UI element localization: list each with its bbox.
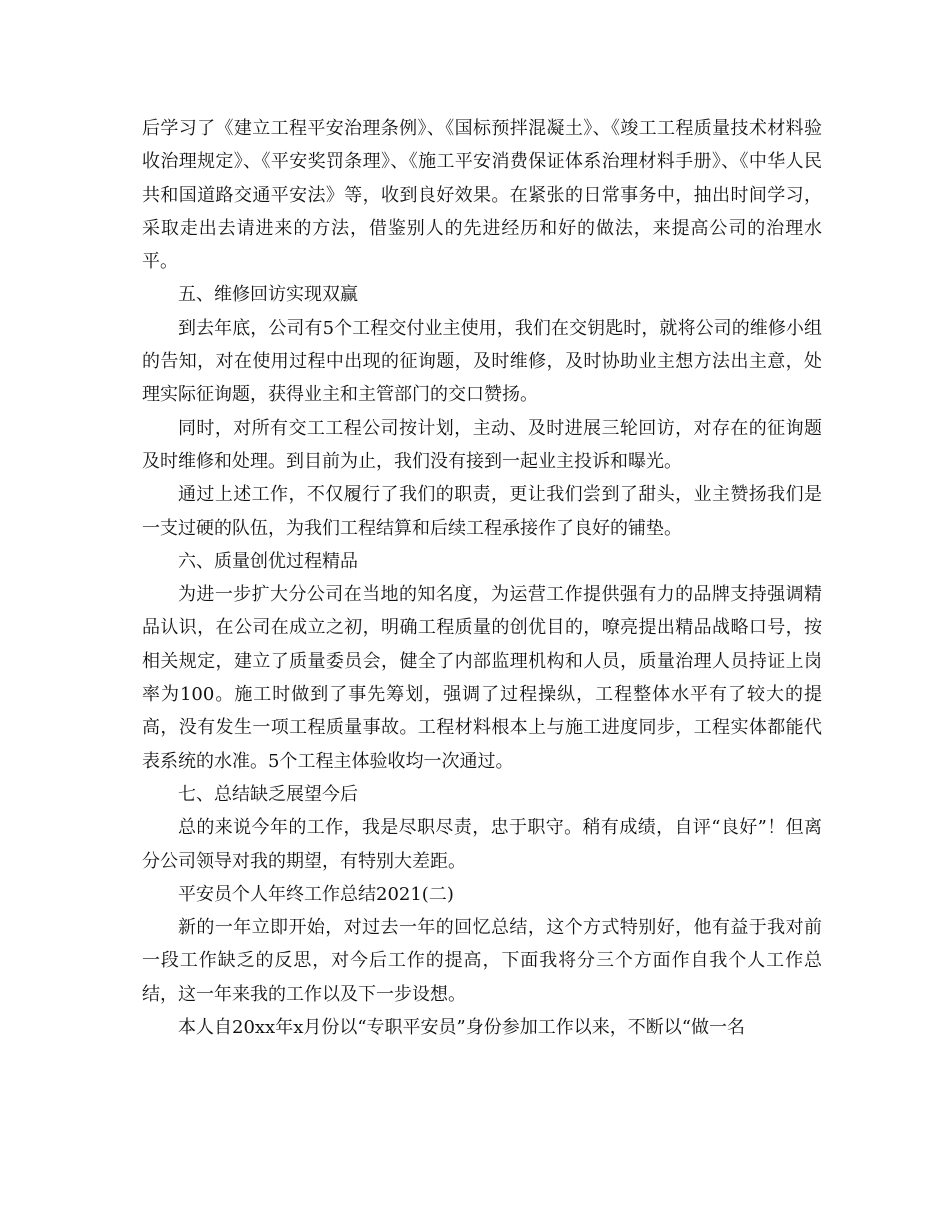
paragraph-continuation: 后学习了《建立工程平安治理条例》、《国标预拌混凝土》、《竣工工程质量技术材料验收治理规定》、《平安奖罚条理》、《施工平安消费保证体系治理材料手册》、《中华人民共和国道路交通平安法》等，收到良好效果。在紧张的日常事务中，抽出时间学习，采取走出去请进来的方法，借鉴别人的先进经历和好的做法，来提高公司的治理水平。 <box>142 118 822 273</box>
document-body <box>142 112 822 1044</box>
paragraph: 通过上述工作，不仅履行了我们的职责，更让我们尝到了甜头，业主赞扬我们是一支过硬的队伍，为我们工程结算和后续工程承接作了良好的铺垫。 <box>142 484 822 539</box>
document-subtitle: 平安员个人年终工作总结2021(二) <box>178 883 454 905</box>
section-heading-6: 六、质量创优过程精品 <box>178 550 358 572</box>
paragraph: 总的来说今年的工作，我是尽职尽责，忠于职守。稍有成绩，自评“良好”！但离分公司领导对我的期望，有特别大差距。 <box>142 817 822 872</box>
paragraph: 新的一年立即开始，对过去一年的回忆总结，这个方式特别好，他有益于我对前一段工作缺乏的反思，对今后工作的提高，下面我将分三个方面作自我个人工作总结，这一年来我的工作以及下一步设想。 <box>142 917 822 1005</box>
paragraph: 到去年底，公司有5个工程交付业主使用，我们在交钥匙时，就将公司的维修小组的告知，对在使用过程中出现的征询题，及时维修，及时协助业主想方法出主意，处理实际征询题，获得业主和主管部门的交口赞扬。 <box>142 317 822 406</box>
paragraph: 同时，对所有交工工程公司按计划，主动、及时进展三轮回访，对存在的征询题及时维修和处理。到目前为止，我们没有接到一起业主投诉和曝光。 <box>142 417 822 472</box>
section-heading-7: 七、总结缺乏展望今后 <box>178 783 358 805</box>
paragraph: 本人自20xx年x月份以“专职平安员”身份参加工作以来，不断以“做一名 <box>178 1017 745 1039</box>
section-heading-5: 五、维修回访实现双赢 <box>178 284 358 306</box>
paragraph: 为进一步扩大分公司在当地的知名度，为运营工作提供强有力的品牌支持强调精品认识，在公司在成立之初，明确工程质量的创优目的，嘹亮提出精品战略口号，按相关规定，建立了质量委员会，健全了内部监理机构和人员，质量治理人员持证上岗率为100。施工时做到了事先筹划，强调了过程操纵，工程整体水平有了较大的提高，没有发生一项工程质量事故。工程材料根本上与施工进度同步，工程实体都能代表系统的水准。5个工程主体验收均一次通过。 <box>142 584 822 772</box>
